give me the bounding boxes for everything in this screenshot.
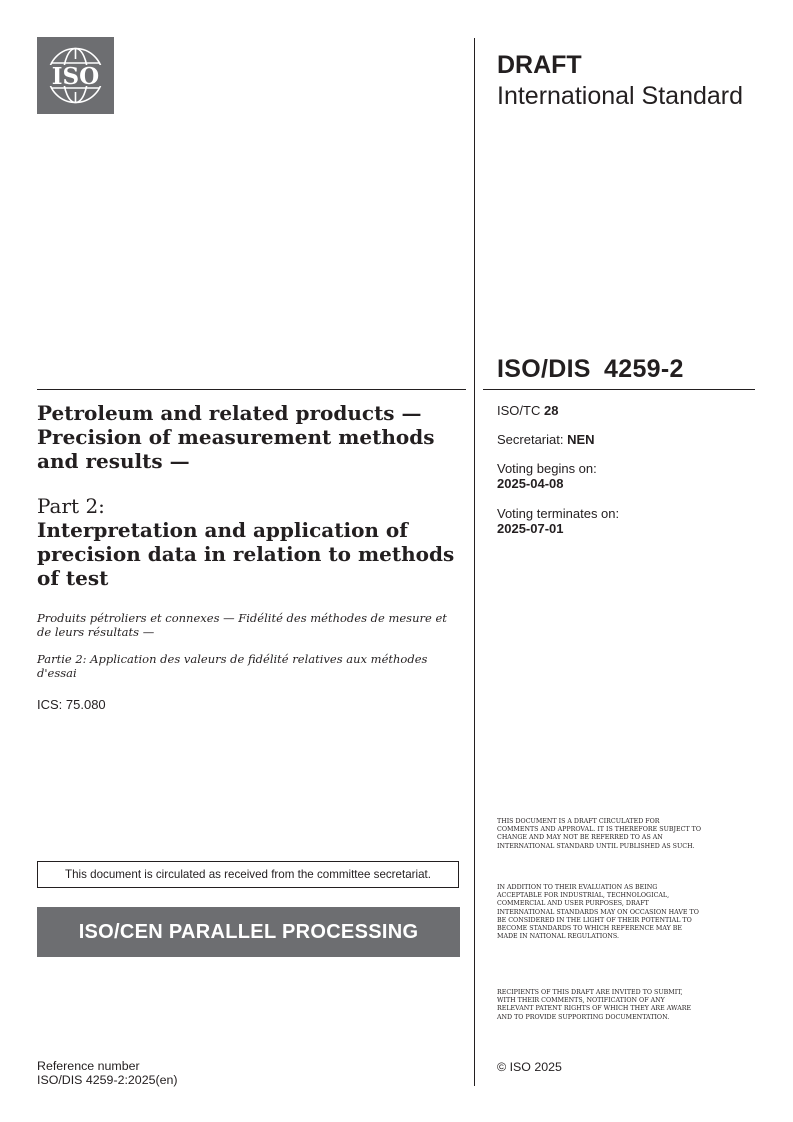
right-rule (483, 389, 755, 390)
voting-terminates-label: Voting terminates on: (497, 506, 620, 521)
voting-terminates-date: 2025-07-01 (497, 521, 564, 536)
disclaimer-paragraph-1: THIS DOCUMENT IS A DRAFT CIRCULATED FOR COMMENTS AND APPROVAL. IT IS THEREFORE SUBJECT TO CHANGE AND MAY NOT BE REFERRED TO AS AN INTERNATIONAL STANDARD UNTIL PUBLISHED AS SUCH. (497, 818, 702, 850)
disclaimer-paragraph-2: IN ADDITION TO THEIR EVALUATION AS BEING ACCEPTABLE FOR INDUSTRIAL, TECHNOLOGICAL, COMMERCIAL AND USER PURPOSES, DRAFT INTERNATIONAL STANDARDS MAY ON OCCASION HAVE TO BE CONSIDERED IN THE LIGHT OF THEIR POTENTIAL TO BECOME STANDARDS TO WHICH REFERENCE MAY BE MADE IN NATIONAL REGULATIONS. (497, 884, 699, 941)
tc-label: ISO/TC (497, 403, 541, 418)
copyright: © ISO 2025 (497, 1060, 562, 1074)
part-label: Part 2: (37, 494, 105, 518)
iso-logo (37, 37, 114, 114)
french-title: Produits pétroliers et connexes — Fidélité des méthodes de mesure et de leurs résultats — (37, 611, 447, 639)
standard-type: International Standard (497, 82, 744, 110)
disclaimer-paragraph-3: RECIPIENTS OF THIS DRAFT ARE INVITED TO SUBMIT, WITH THEIR COMMENTS, NOTIFICATION OF ANY RELEVANT PATENT RIGHTS OF WHICH THEY ARE AWARE AND TO PROVIDE SUPPORTING DOCUMENTATION. (497, 989, 692, 1021)
reference-value: ISO/DIS 4259-2:2025(en) (37, 1073, 178, 1087)
document-number: ISO/DIS 4259-2 (497, 355, 684, 383)
part-title: Interpretation and application of precision data in relation to methods of test (37, 518, 455, 590)
parallel-processing-text: ISO/CEN PARALLEL PROCESSING (78, 920, 419, 943)
reference-label: Reference number (37, 1059, 140, 1073)
iso-globe-icon (37, 37, 114, 114)
voting-begins-date: 2025-04-08 (497, 476, 564, 491)
circulation-notice-text: This document is circulated as received from the committee secretariat. (65, 868, 431, 881)
circulation-notice (37, 861, 459, 888)
secretariat-label: Secretariat: (497, 432, 564, 447)
column-divider (474, 38, 475, 1086)
parallel-processing-banner (37, 907, 460, 957)
document-title: Petroleum and related products — Precision of measurement methods and results — (37, 401, 435, 473)
french-part-title: Partie 2: Application des valeurs de fidélité relatives aux méthodes d'essai (37, 652, 428, 680)
ics-code: ICS: 75.080 (37, 697, 106, 712)
reference-number (37, 1059, 178, 1087)
voting-begins-label: Voting begins on: (497, 461, 597, 476)
tc-value: 28 (543, 403, 559, 418)
technical-committee (497, 403, 558, 418)
iso-logo-text: ISO (51, 63, 100, 90)
left-rule (37, 389, 466, 390)
secretariat (497, 432, 595, 447)
voting-begins (497, 461, 597, 491)
secretariat-value: NEN (567, 432, 595, 447)
voting-terminates (497, 506, 619, 536)
draft-label: DRAFT (497, 51, 582, 79)
